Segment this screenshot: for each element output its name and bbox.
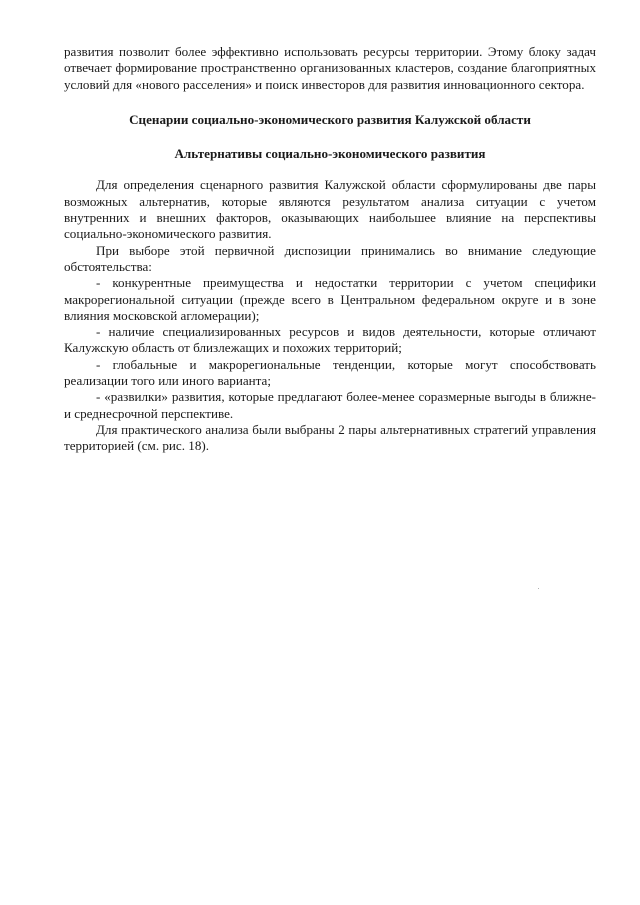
section-title: Сценарии социально-экономического развития Калужской области xyxy=(129,111,531,127)
bullet-item: - конкурентные преимущества и недостатки территории с учетом специфики макрорегиональной ситуации (прежде всего в Центральном федеральном округе и в зоне влияния московской агломерации); xyxy=(64,275,596,323)
subsection-title: Альтернативы социально-экономического развития xyxy=(174,146,486,162)
closing-paragraph: Для практического анализа были выбраны 2 пары альтернативных стратегий управления территорией (см. рис. 18). xyxy=(64,421,596,454)
scan-speck xyxy=(538,588,539,589)
paragraph-circumstances: При выборе этой первичной диспозиции принимались во внимание следующие обстоятельства: xyxy=(64,242,596,274)
bullet-item: - наличие специализированных ресурсов и видов деятельности, которые отличают Калужскую область от близлежащих и похожих территорий; xyxy=(64,324,596,356)
bullet-item: - глобальные и макрорегиональные тенденции, которые могут способствовать реализации того или иного варианта; xyxy=(64,356,596,389)
bullet-item: - «развилки» развития, которые предлагают более-менее соразмерные выгоды в ближне- и среднесрочной перспективе. xyxy=(64,389,596,421)
paragraph-scenarios: Для определения сценарного развития Калужской области сформулированы две пары возможных альтернатив, которые являются результатом анализа ситуации с учетом внутренних и внешних факторов, оказывающих наибольшее влияние на перспективы социально-экономического развития. xyxy=(64,177,596,242)
document-page xyxy=(64,44,596,455)
intro-paragraph: развития позволит более эффективно использовать ресурсы территории. Этому блоку задач отвечает формирование пространственно организованных кластеров, создание благоприятных условий для «нового расселения» и поиск инвесторов для развития инновационного сектора. xyxy=(64,44,596,92)
